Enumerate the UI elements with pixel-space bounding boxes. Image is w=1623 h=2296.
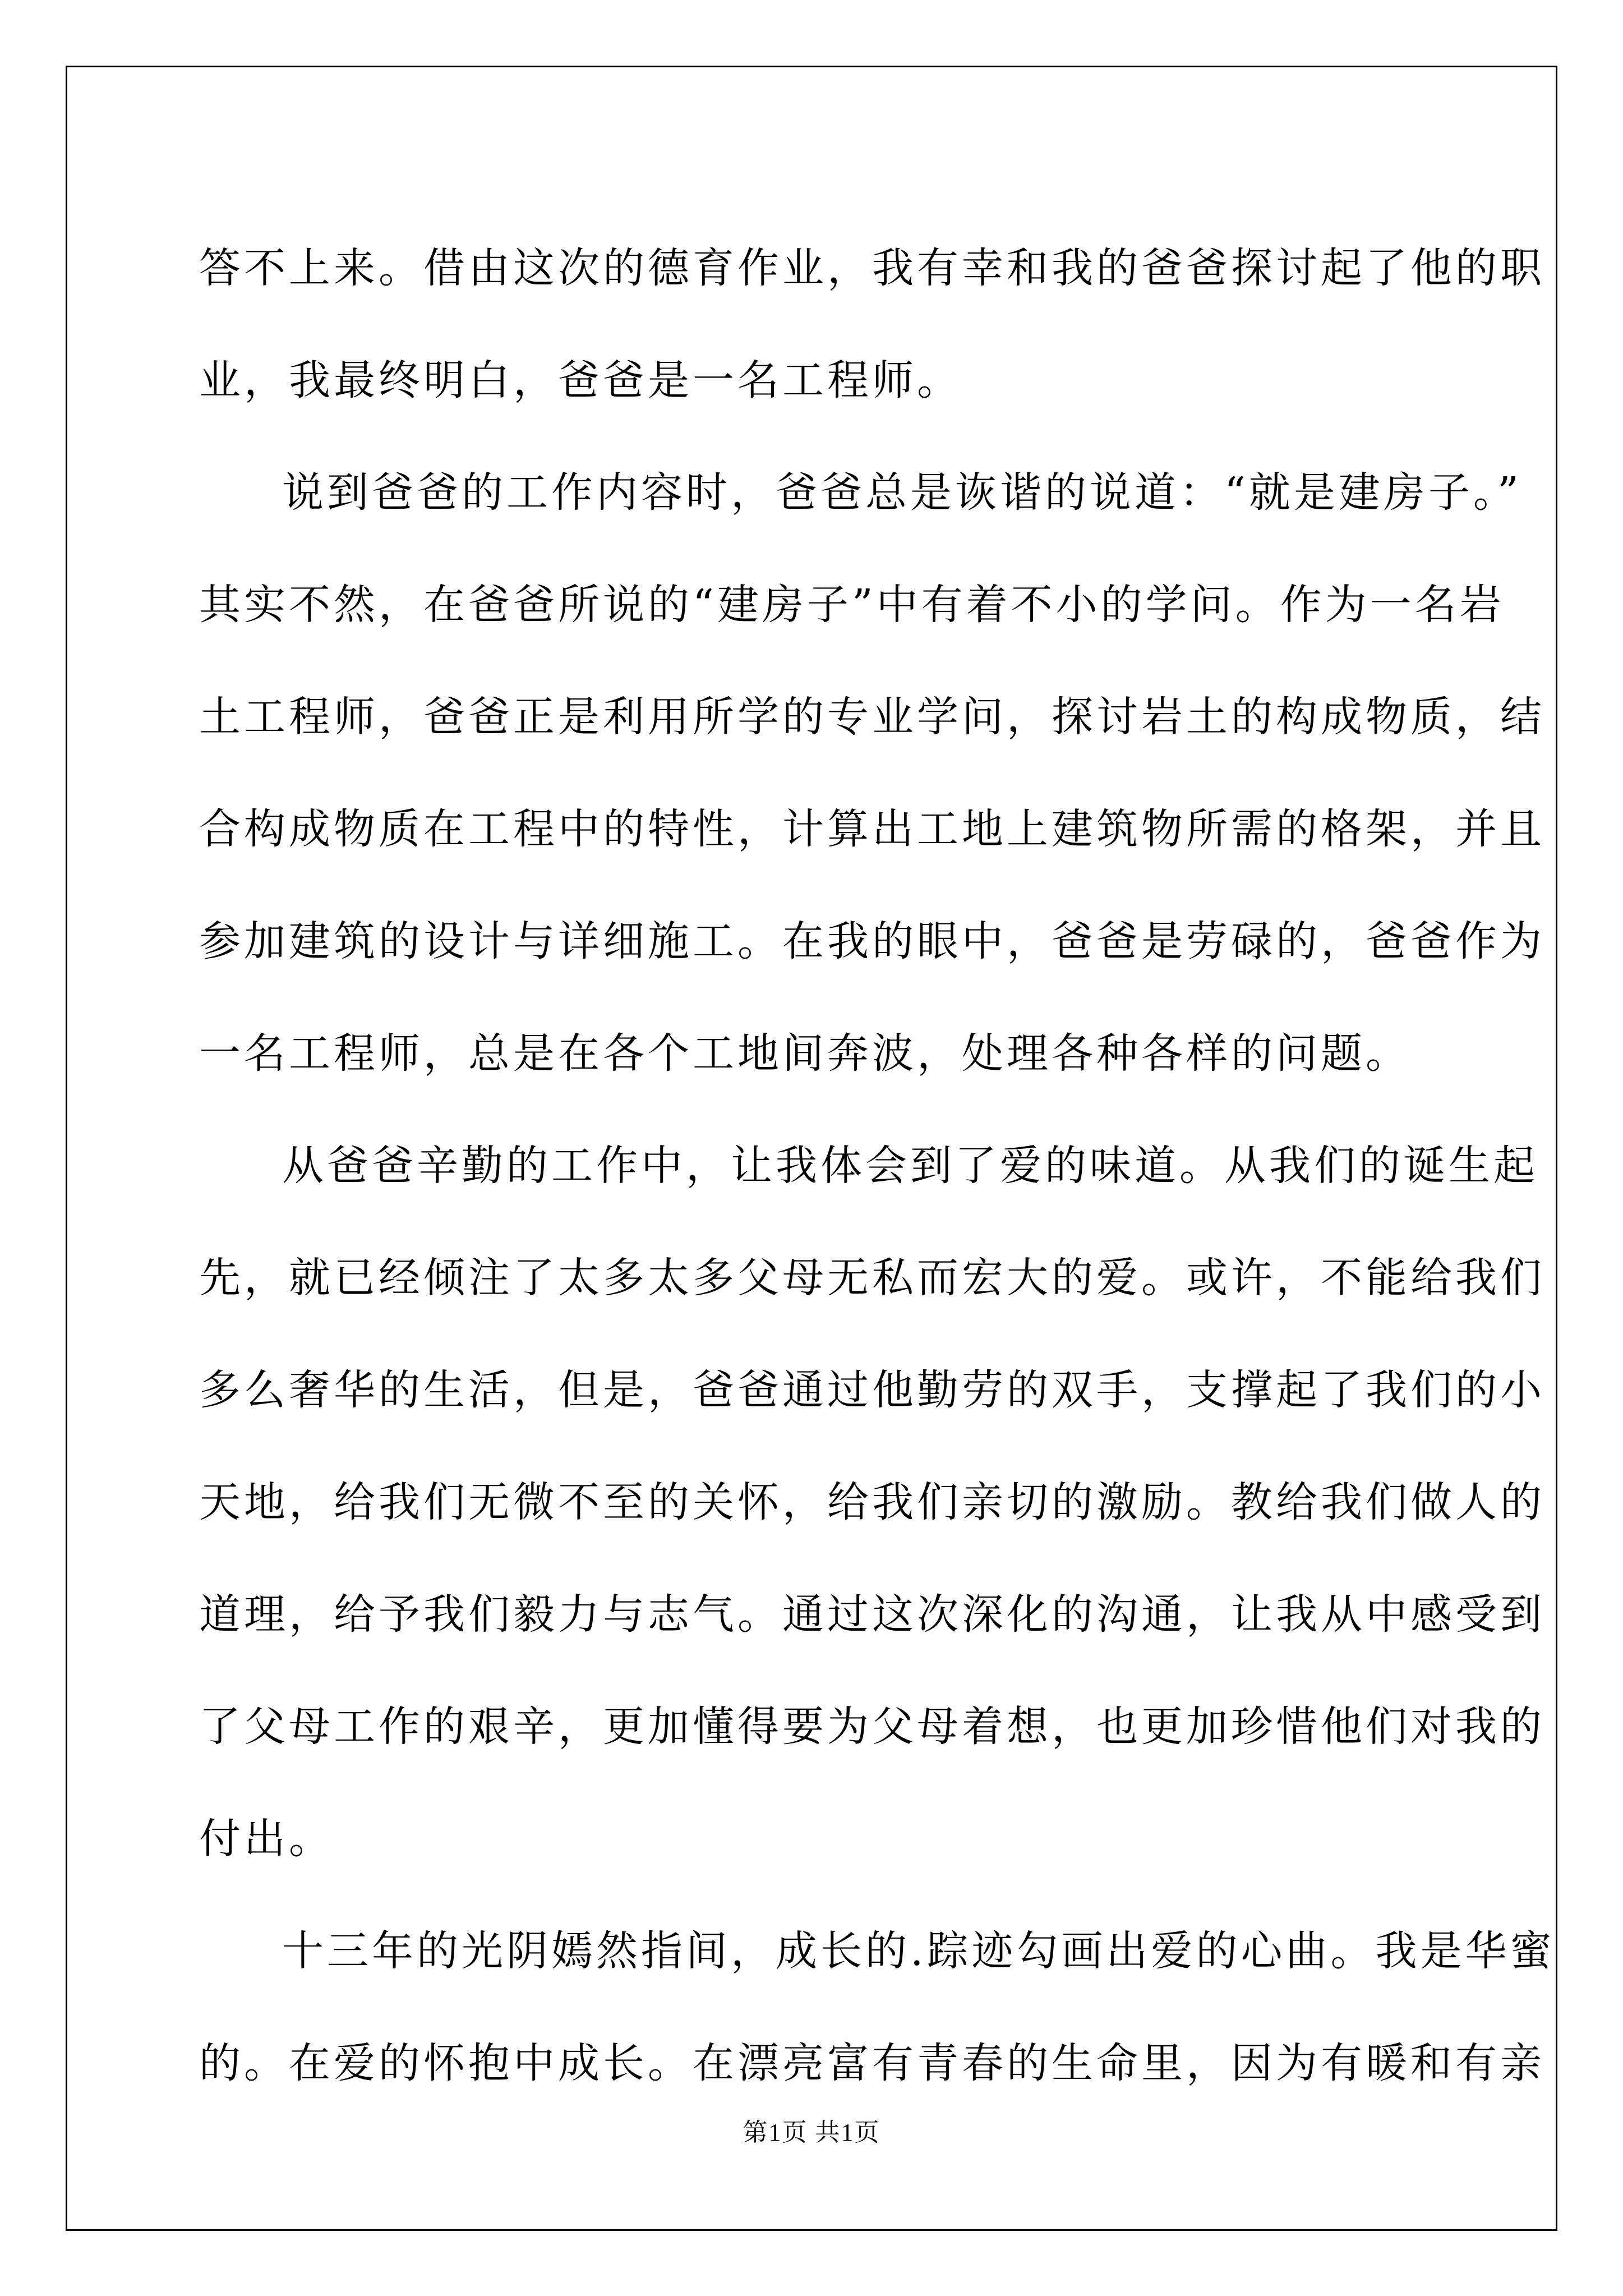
text-line: 合构成物质在工程中的特性，计算出工地上建筑物所需的格架，并且: [199, 805, 1545, 853]
text-line: 先，就已经倾注了太多太多父母无私而宏大的爱。或许，不能给我们: [199, 1254, 1545, 1302]
text-line: 其实不然，在爸爸所说的“建房子”中有着不小的学问。作为一名岩: [199, 581, 1505, 629]
document-body: [199, 212, 1555, 2119]
page-footer: 第1页 共1页: [743, 2119, 880, 2146]
text-line: 天地，给我们无微不至的关怀，给我们亲切的激励。教给我们做人的: [199, 1478, 1545, 1526]
text-line: 一名工程师，总是在各个工地间奔波，处理各种各样的问题。: [199, 1029, 1410, 1078]
text-line: 多么奢华的生活，但是，爸爸通过他勤劳的双手，支撑起了我们的小: [199, 1366, 1545, 1414]
text-line: 答不上来。借由这次的德育作业，我有幸和我的爸爸探讨起了他的职: [199, 244, 1545, 292]
text-line: 说到爸爸的工作内容时，爸爸总是诙谐的说道：“就是建房子。”: [282, 468, 1522, 517]
text-line: 从爸爸辛勤的工作中，让我体会到了爱的味道。从我们的诞生起: [282, 1142, 1538, 1190]
text-line: 业，我最终明白，爸爸是一名工程师。: [199, 356, 962, 404]
text-line: 参加建筑的设计与详细施工。在我的眼中，爸爸是劳碌的，爸爸作为: [199, 917, 1545, 965]
text-line: 十三年的光阴嫣然指间，成长的.踪迹勾画出爱的心曲。我是华蜜: [282, 1927, 1555, 1975]
text-line: 了父母工作的艰辛，更加懂得要为父母着想，也更加珍惜他们对我的: [199, 1703, 1545, 1751]
text-line: 付出。: [199, 1815, 334, 1863]
text-line: 道理，给予我们毅力与志气。通过这次深化的沟通，让我从中感受到: [199, 1590, 1545, 1639]
text-line: 土工程师，爸爸正是利用所学的专业学问，探讨岩土的构成物质，结: [199, 693, 1545, 741]
text-line: 的。在爱的怀抱中成长。在漂亮富有青春的生命里，因为有暖和有亲: [199, 2039, 1545, 2087]
